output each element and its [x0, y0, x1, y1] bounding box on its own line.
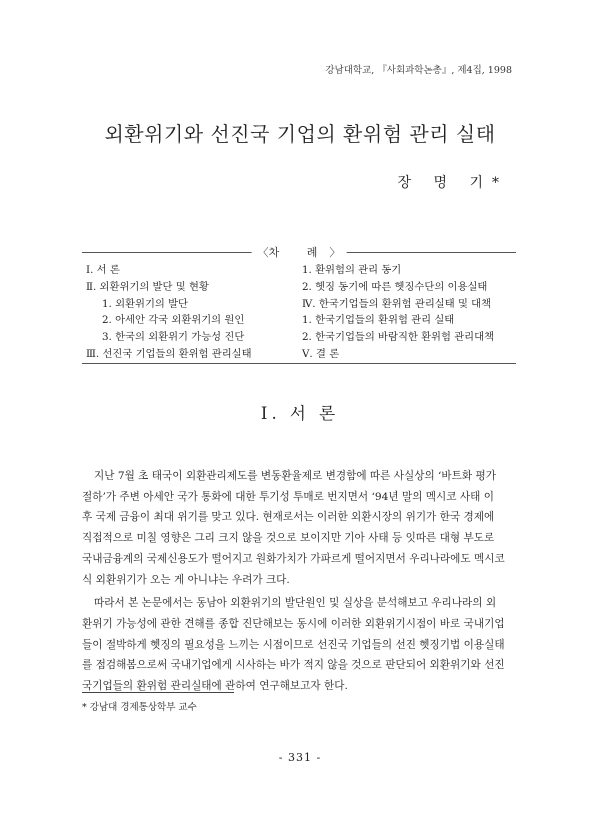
body-line: 들이 절박하게 헷징의 필요성을 느끼는 시점이므로 선진국 기업들의 선진 헷징기법 이용실태: [82, 638, 505, 651]
body-line: 지난 7월 초 태국이 외환관리제도를 변동환율제로 변경함에 따른 사실상의 ‘바트화 평가: [94, 470, 496, 482]
toc-entry: Ⅴ. 결 론: [302, 347, 340, 360]
page-number: - 331 -: [278, 751, 322, 764]
toc-entry: 1. 외환위기의 발단: [102, 297, 188, 310]
toc-label: [252, 244, 347, 260]
body-line: 직접적으로 미칠 영향은 그리 크지 않을 것으로 보이지만 기아 사태 등 잇따른 대형 부도로: [82, 532, 495, 545]
body-paragraph: [82, 466, 518, 590]
paper-title: 외환위기와 선진국 기업의 환위험 관리 실태: [104, 122, 496, 146]
journal-header: 강남대학교, 『사회과학논총』, 제4집, 1998: [325, 65, 512, 76]
body-text: [82, 466, 518, 700]
toc-entry: 2. 한국기업들의 바람직한 환위험 관리대책: [302, 331, 495, 344]
body-paragraph: [82, 593, 518, 697]
body-line: 를 점검해봄으로써 국내기업에게 시사하는 바가 적지 않을 것으로 판단되어 외환위기와 선진: [82, 659, 505, 672]
toc-entry: 2. 헷징 동기에 따른 헷징수단의 이용실태: [302, 280, 488, 293]
toc-label-close-bracket: 〉: [329, 246, 341, 259]
body-line: 국내금융계의 국제신용도가 떨어지고 원화가치가 가파르게 떨어지면서 우리나라에도 멕시코: [82, 552, 505, 565]
body-line: 절하’가 주변 아세안 국가 통화에 대한 투기성 투매로 번지면서 ‘94년 말의 멕시코 사태 이: [82, 490, 494, 503]
section-heading: Ⅰ. 서 론: [260, 404, 340, 423]
toc-entry: Ⅲ. 선진국 기업들의 환위험 관리실태: [86, 347, 252, 360]
toc-left-column: [86, 262, 252, 363]
body-line: 식 외환위기가 오는 게 아니냐는 우려가 크다.: [82, 573, 290, 586]
toc-entry: Ⅱ. 외환위기의 발단 및 현황: [86, 280, 209, 293]
footnote-divider: [82, 692, 234, 693]
toc-right-column: [302, 262, 494, 363]
toc-entry: 3. 한국의 외환위기 가능성 진단: [102, 331, 245, 344]
toc-entry: Ⅳ. 한국기업들의 환위험 관리실태 및 대책: [302, 297, 492, 310]
toc-entry: 2. 아세안 각국 외환위기의 원인: [102, 314, 245, 327]
body-line: 환위기 가능성에 관한 견해를 종합 진단해보는 동시에 이러한 외환위기시점이 바로 국내기업: [82, 617, 505, 630]
toc-label-text: 차 례: [268, 246, 330, 259]
body-line: 후 국제 금융이 최대 위기를 맞고 있다. 현재로서는 이러한 외환시장의 위기가 한국 경제에: [82, 511, 495, 524]
toc-entry: Ⅰ. 서 론: [86, 264, 120, 276]
toc-entry: 1. 한국기업들의 환위험 관리 실태: [302, 314, 455, 327]
toc-entry: 1. 환위험의 관리 동기: [302, 264, 402, 276]
table-of-contents: [82, 246, 516, 364]
footnote: * 강남대 경제통상학부 교수: [82, 702, 197, 713]
author-name: 장 명 기*: [397, 175, 508, 191]
body-line: 국기업들의 환위험 관리실태에 관하여 연구해보고자 한다.: [82, 680, 348, 693]
body-line: 따라서 본 논문에서는 동남아 외환위기의 발단원인 및 실상을 분석해보고 우리나라의 외: [94, 597, 497, 610]
toc-label-open-bracket: 〈: [257, 246, 269, 259]
